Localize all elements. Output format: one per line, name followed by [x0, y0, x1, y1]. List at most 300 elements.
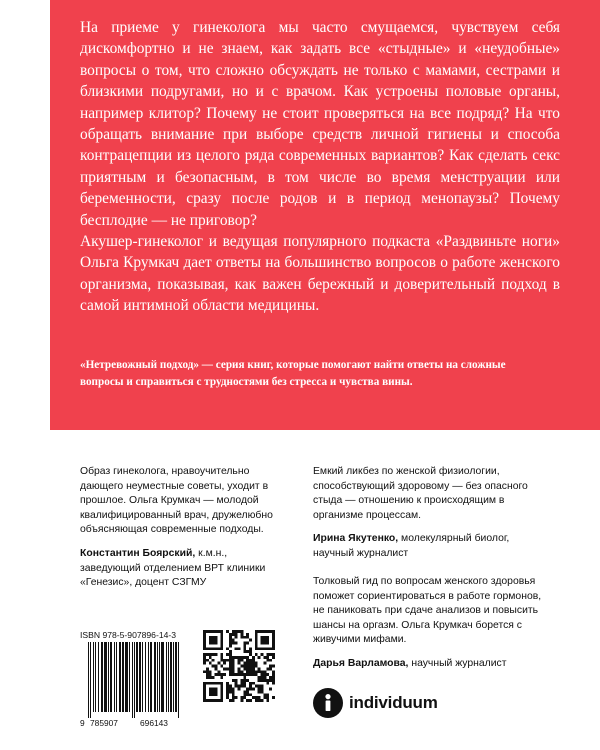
qr-module	[266, 639, 269, 642]
qr-module	[220, 688, 223, 691]
qr-module	[232, 670, 235, 673]
qr-module	[235, 673, 238, 676]
barcode-bar	[95, 642, 96, 712]
qr-module	[246, 659, 249, 662]
barcode-bar	[175, 642, 177, 712]
qr-module	[246, 665, 249, 668]
qr-module	[261, 642, 264, 645]
qr-module	[266, 630, 269, 633]
qr-module	[209, 673, 212, 676]
qr-module	[261, 699, 264, 702]
qr-module	[261, 636, 264, 639]
qr-module	[203, 633, 206, 636]
qr-module	[217, 662, 220, 665]
qr-module	[217, 647, 220, 650]
qr-module	[235, 696, 238, 699]
qr-module	[229, 673, 232, 676]
review-author-title: молекулярный биолог, научный журналист	[313, 533, 510, 559]
qr-module	[220, 693, 223, 696]
publisher-logo	[313, 687, 438, 719]
qr-module	[266, 693, 269, 696]
qr-module	[258, 685, 261, 688]
qr-module	[229, 667, 232, 670]
qr-module	[266, 673, 269, 676]
qr-module	[212, 639, 215, 642]
qr-module	[258, 667, 261, 670]
qr-module	[269, 630, 272, 633]
barcode-bar	[168, 642, 169, 712]
qr-module	[263, 679, 266, 682]
barcode-bar	[136, 642, 138, 712]
qr-module	[226, 693, 229, 696]
qr-module	[229, 670, 232, 673]
qr-module	[266, 659, 269, 662]
qr-module	[232, 688, 235, 691]
qr-module	[203, 693, 206, 696]
qr-module	[249, 682, 252, 685]
qr-module	[229, 688, 232, 691]
qr-module	[235, 667, 238, 670]
barcode-bar	[178, 642, 179, 718]
qr-module	[229, 633, 232, 636]
qr-module	[220, 639, 223, 642]
qr-module	[215, 688, 218, 691]
qr-module	[209, 642, 212, 645]
qr-module	[209, 670, 212, 673]
qr-code-icon[interactable]	[203, 630, 275, 702]
qr-module	[223, 673, 226, 676]
qr-module	[272, 673, 275, 676]
qr-module	[232, 665, 235, 668]
qr-module	[272, 647, 275, 650]
qr-module	[232, 696, 235, 699]
qr-module	[220, 656, 223, 659]
qr-module	[240, 656, 243, 659]
qr-module	[232, 667, 235, 670]
qr-module	[235, 636, 238, 639]
qr-module	[235, 656, 238, 659]
qr-module	[249, 699, 252, 702]
qr-module	[266, 647, 269, 650]
qr-module	[243, 650, 246, 653]
qr-module	[243, 690, 246, 693]
qr-module	[217, 673, 220, 676]
qr-module	[249, 653, 252, 656]
qr-module	[258, 690, 261, 693]
qr-module	[240, 679, 243, 682]
barcode-bar	[161, 642, 164, 712]
qr-module	[263, 647, 266, 650]
qr-module	[238, 665, 241, 668]
barcode-bar	[154, 642, 156, 712]
qr-module	[232, 639, 235, 642]
qr-module	[246, 699, 249, 702]
book-annotation	[80, 17, 560, 317]
qr-module	[209, 653, 212, 656]
qr-module	[235, 642, 238, 645]
qr-module	[220, 690, 223, 693]
qr-module	[203, 644, 206, 647]
qr-module	[229, 699, 232, 702]
qr-module	[215, 665, 218, 668]
qr-module	[209, 682, 212, 685]
qr-module	[203, 699, 206, 702]
qr-module	[220, 644, 223, 647]
qr-module	[209, 693, 212, 696]
qr-module	[252, 659, 255, 662]
qr-module	[220, 636, 223, 639]
qr-module	[249, 665, 252, 668]
qr-module	[229, 656, 232, 659]
qr-module	[255, 653, 258, 656]
qr-module	[229, 644, 232, 647]
qr-module	[272, 670, 275, 673]
qr-module	[238, 662, 241, 665]
qr-module	[243, 665, 246, 668]
qr-module	[212, 636, 215, 639]
qr-module	[246, 679, 249, 682]
barcode-bar	[173, 642, 174, 712]
qr-module	[249, 673, 252, 676]
qr-module	[266, 679, 269, 682]
qr-module	[220, 699, 223, 702]
qr-module	[232, 699, 235, 702]
qr-module	[220, 673, 223, 676]
qr-module	[206, 699, 209, 702]
qr-module	[206, 659, 209, 662]
qr-module	[249, 693, 252, 696]
qr-module	[258, 699, 261, 702]
qr-module	[238, 659, 241, 662]
qr-module	[209, 688, 212, 691]
qr-module	[252, 656, 255, 659]
qr-module	[240, 673, 243, 676]
barcode-bar	[114, 642, 115, 712]
qr-module	[269, 679, 272, 682]
qr-module	[215, 636, 218, 639]
qr-module	[203, 642, 206, 645]
qr-module	[258, 679, 261, 682]
qr-module	[263, 639, 266, 642]
barcode-digits-right: 696143	[140, 718, 168, 728]
qr-module	[203, 662, 206, 665]
qr-module	[243, 679, 246, 682]
qr-module	[240, 630, 243, 633]
qr-module	[272, 679, 275, 682]
qr-module	[272, 630, 275, 633]
qr-module	[266, 636, 269, 639]
qr-module	[263, 673, 266, 676]
barcode-bar	[90, 642, 91, 718]
qr-module	[238, 656, 241, 659]
qr-module	[269, 688, 272, 691]
qr-module	[246, 642, 249, 645]
qr-module	[203, 653, 206, 656]
qr-module	[243, 682, 246, 685]
review-text: Емкий ликбез по женской физиологии, способствующий здоровому — без опасного стыда — отношению к происходящим в организме процессам.	[313, 466, 528, 521]
qr-module	[255, 633, 258, 636]
qr-module	[215, 699, 218, 702]
review-author-name: Дарья Варламова,	[313, 657, 409, 669]
review-author	[80, 547, 290, 591]
qr-module	[272, 639, 275, 642]
qr-module	[238, 630, 241, 633]
qr-module	[215, 639, 218, 642]
qr-module	[243, 676, 246, 679]
qr-module	[266, 653, 269, 656]
qr-module	[235, 633, 238, 636]
qr-module	[240, 659, 243, 662]
qr-module	[240, 696, 243, 699]
qr-module	[209, 647, 212, 650]
qr-module	[215, 690, 218, 693]
qr-module	[246, 650, 249, 653]
qr-module	[252, 696, 255, 699]
qr-module	[249, 667, 252, 670]
qr-module	[209, 636, 212, 639]
review-author	[313, 532, 543, 561]
qr-module	[258, 630, 261, 633]
qr-module	[243, 642, 246, 645]
qr-module	[255, 642, 258, 645]
qr-module	[232, 679, 235, 682]
qr-module	[209, 676, 212, 679]
qr-module	[215, 642, 218, 645]
qr-module	[243, 647, 246, 650]
qr-module	[232, 630, 235, 633]
qr-module	[269, 665, 272, 668]
barcode-bar	[142, 642, 143, 712]
qr-module	[249, 685, 252, 688]
qr-module	[229, 642, 232, 645]
qr-module	[263, 642, 266, 645]
qr-module	[235, 670, 238, 673]
qr-module	[212, 676, 215, 679]
qr-module	[212, 659, 215, 662]
qr-module	[220, 653, 223, 656]
qr-module	[238, 667, 241, 670]
qr-module	[243, 636, 246, 639]
qr-module	[215, 693, 218, 696]
qr-module	[261, 679, 264, 682]
barcode-bar	[159, 642, 160, 712]
qr-module	[206, 667, 209, 670]
qr-module	[243, 685, 246, 688]
qr-module	[266, 667, 269, 670]
qr-module	[206, 673, 209, 676]
barcode-bar	[116, 642, 117, 712]
qr-module	[240, 667, 243, 670]
qr-module	[206, 647, 209, 650]
qr-module	[255, 696, 258, 699]
annotation-paragraph-1: На приеме у гинеколога мы часто смущаемся, чувствуем себя дискомфортно и не знаем, как задать все «стыдные» и «неудобные» вопросы о том, что сложно обсуждать не только с мамами, сестрами и близкими подругами, но и с врачом. Как устроены половые органы, например клитор? Почему не стоит проверяться на все подряд? На что обращать внимание при выборе средств личной гигиены и способа контрацепции из целого ряда современных вариантов? Как сделать секс приятным и безопасным, в том числе во время менструации или беременности, сразу после родов и в период менопаузы? Почему бесплодие — не приговор?	[80, 19, 560, 229]
individuum-logo-icon	[313, 688, 343, 718]
qr-module	[209, 690, 212, 693]
qr-module	[258, 676, 261, 679]
barcode-bar	[122, 642, 124, 712]
qr-module	[243, 662, 246, 665]
qr-module	[235, 659, 238, 662]
qr-module	[209, 639, 212, 642]
barcode-bar	[170, 642, 172, 712]
qr-module	[206, 670, 209, 673]
qr-module	[246, 633, 249, 636]
qr-module	[203, 659, 206, 662]
barcode-bar	[150, 642, 152, 712]
qr-module	[269, 676, 272, 679]
qr-module	[232, 656, 235, 659]
qr-module	[212, 665, 215, 668]
qr-module	[229, 665, 232, 668]
qr-module	[246, 690, 249, 693]
qr-module	[215, 653, 218, 656]
qr-module	[249, 662, 252, 665]
isbn-label: ISBN 978-5-907896-14-3	[80, 630, 177, 640]
series-note: «Нетревожный подход» — серия книг, которые помогают найти ответы на сложные вопросы и справиться с трудностями без стресса и чувства вины.	[80, 359, 506, 388]
qr-module	[238, 685, 241, 688]
qr-module	[240, 682, 243, 685]
qr-module	[266, 642, 269, 645]
qr-module	[261, 676, 264, 679]
qr-module	[209, 699, 212, 702]
review-text: Образ гинеколога, нравоучительно дающего неуместные советы, уходит в прошлое. Ольга Крумкач — молодой квалифицированный врач, дружелюбно объясняющая современные подходы.	[80, 466, 273, 536]
qr-module	[272, 653, 275, 656]
qr-module	[263, 696, 266, 699]
qr-module	[263, 636, 266, 639]
barcode-bar	[98, 642, 99, 712]
qr-module	[243, 693, 246, 696]
qr-module	[232, 633, 235, 636]
qr-module	[223, 659, 226, 662]
qr-module	[206, 676, 209, 679]
qr-module	[261, 630, 264, 633]
qr-module	[269, 659, 272, 662]
qr-module	[272, 642, 275, 645]
barcode-bar	[145, 642, 146, 712]
barcode-bar	[119, 642, 121, 712]
qr-module	[203, 670, 206, 673]
qr-module	[203, 639, 206, 642]
qr-module	[246, 688, 249, 691]
qr-module	[246, 693, 249, 696]
qr-module	[255, 636, 258, 639]
qr-module	[203, 685, 206, 688]
barcode-bar	[101, 642, 103, 712]
qr-module	[229, 639, 232, 642]
qr-module	[235, 682, 238, 685]
review-yakutenko	[313, 465, 543, 562]
qr-module	[235, 630, 238, 633]
qr-module	[209, 662, 212, 665]
qr-module	[215, 682, 218, 685]
qr-module	[238, 647, 241, 650]
qr-module	[223, 662, 226, 665]
barcode-bar	[110, 642, 112, 712]
qr-module	[212, 688, 215, 691]
qr-module	[206, 630, 209, 633]
qr-module	[220, 633, 223, 636]
qr-module	[269, 647, 272, 650]
qr-module	[249, 647, 252, 650]
qr-module	[246, 656, 249, 659]
barcode-bar	[148, 642, 149, 712]
qr-module	[258, 688, 261, 691]
qr-module	[226, 647, 229, 650]
qr-module	[212, 682, 215, 685]
qr-module	[226, 696, 229, 699]
qr-module	[249, 659, 252, 662]
qr-module	[246, 667, 249, 670]
qr-module	[209, 656, 212, 659]
publisher-name: individuum	[349, 693, 438, 712]
qr-module	[272, 636, 275, 639]
qr-module	[226, 653, 229, 656]
review-boyarsky	[80, 465, 290, 591]
qr-module	[238, 688, 241, 691]
qr-module	[217, 670, 220, 673]
qr-module	[220, 696, 223, 699]
qr-module	[243, 696, 246, 699]
qr-module	[206, 653, 209, 656]
qr-module	[266, 682, 269, 685]
qr-module	[226, 667, 229, 670]
barcode-bar	[104, 642, 107, 712]
qr-module	[261, 639, 264, 642]
review-author-name: Константин Боярский,	[80, 547, 196, 559]
qr-module	[255, 673, 258, 676]
barcode-bar	[166, 642, 167, 712]
qr-module	[215, 667, 218, 670]
qr-module	[232, 642, 235, 645]
qr-module	[249, 639, 252, 642]
qr-module	[249, 670, 252, 673]
qr-module	[269, 667, 272, 670]
qr-module	[238, 670, 241, 673]
barcode-bar	[139, 642, 141, 712]
qr-module	[235, 685, 238, 688]
qr-module	[261, 673, 264, 676]
qr-module	[203, 656, 206, 659]
qr-module	[206, 682, 209, 685]
qr-module	[261, 685, 264, 688]
qr-module	[255, 670, 258, 673]
qr-module	[240, 670, 243, 673]
qr-module	[261, 653, 264, 656]
barcode-bar	[132, 642, 133, 718]
qr-module	[272, 665, 275, 668]
qr-module	[243, 673, 246, 676]
qr-module	[269, 653, 272, 656]
qr-module	[266, 656, 269, 659]
qr-module	[229, 690, 232, 693]
qr-module	[212, 690, 215, 693]
qr-module	[243, 667, 246, 670]
qr-module	[226, 659, 229, 662]
qr-module	[255, 647, 258, 650]
qr-module	[246, 662, 249, 665]
qr-module	[229, 659, 232, 662]
qr-module	[255, 639, 258, 642]
qr-module	[255, 630, 258, 633]
qr-module	[246, 636, 249, 639]
qr-module	[212, 699, 215, 702]
qr-module	[272, 644, 275, 647]
qr-module	[220, 676, 223, 679]
qr-module	[246, 670, 249, 673]
qr-module	[220, 665, 223, 668]
qr-module	[252, 682, 255, 685]
qr-module	[243, 644, 246, 647]
